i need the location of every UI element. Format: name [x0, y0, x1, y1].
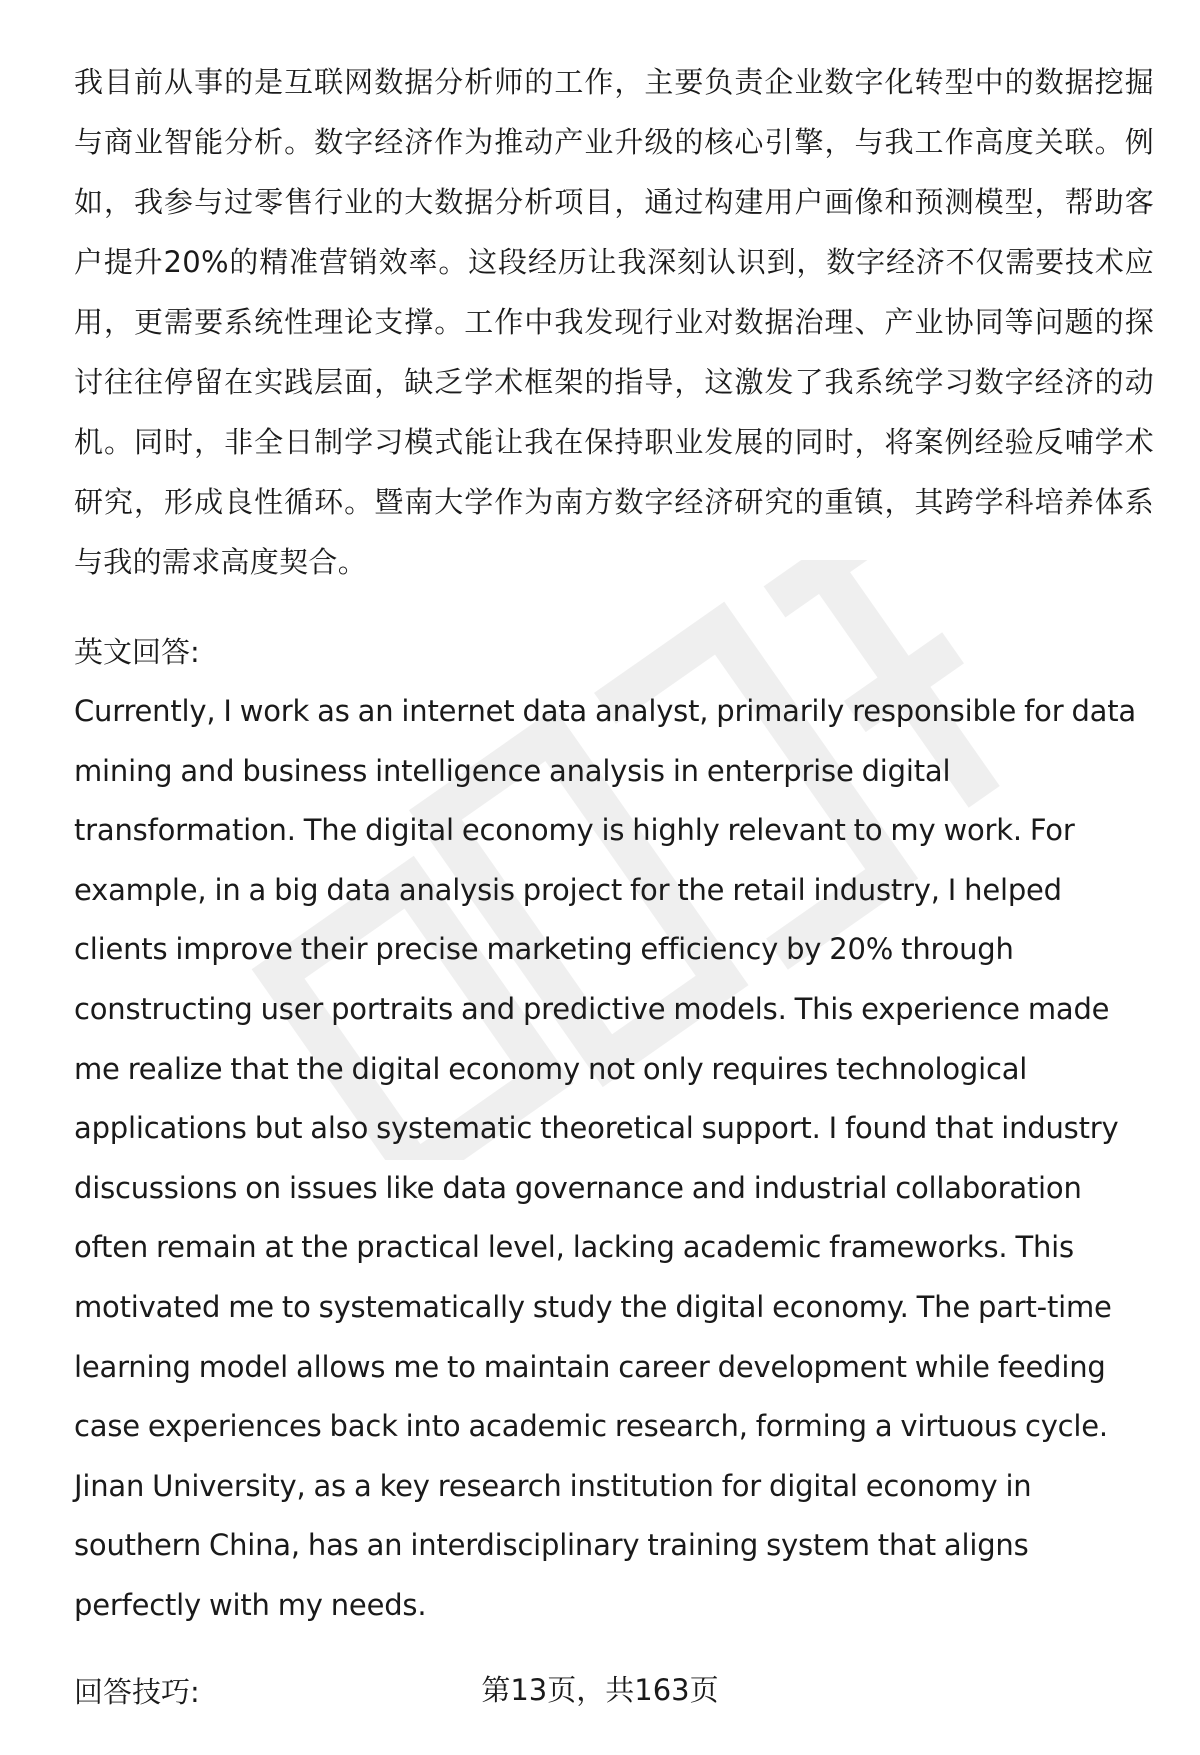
page-number-footer: 第13页，共163页 — [481, 1673, 719, 1707]
main-content — [74, 52, 1154, 1722]
english-answer-paragraph: Currently, I work as an internet data analyst, primarily responsible for data mining and business intelligence analysis in enterprise digital transformation. The digital economy is highly relevant to my work. For example, in a big data analysis project for the retail industry, I helped clients improve their precise marketing efficiency by 20% through constructing user portraits and predictive models. This experience made me realize that the digital economy not only requires technological applications but also systematic theoretical support. I found that industry discussions on issues like data governance and industrial collaboration often remain at the practical level, lacking academic frameworks. This motivated me to systematically study the digital economy. The part-time learning model allows me to maintain career development while feeding case experiences back into academic research, forming a virtuous cycle. Jinan University, as a key research institution for digital economy in southern China, has an interdisciplinary training system that aligns perfectly with my needs. — [74, 694, 1136, 1622]
english-answer-heading: 英文回答: — [74, 635, 200, 669]
chinese-answer-paragraph: 我目前从事的是互联网数据分析师的工作，主要负责企业数字化转型中的数据挖掘与商业智能分析。数字经济作为推动产业升级的核心引擎，与我工作高度关联。例如，我参与过零售行业的大数据分析项目，通过构建用户画像和预测模型，帮助客户提升20%的精准营销效率。这段经历让我深刻认识到，数字经济不仅需要技术应用，更需要系统性理论支撑。工作中我发现行业对数据治理、产业协同等问题的探讨往往停留在实践层面，缺乏学术框架的指导，这激发了我系统学习数字经济的动机。同时，非全日制学习模式能让我在保持职业发展的同时，将案例经验反哺学术研究，形成良性循环。暨南大学作为南方数字经济研究的重镇，其跨学科培养体系与我的需求高度契合。 — [74, 65, 1154, 579]
answer-tips-heading: 回答技巧: — [74, 1674, 200, 1709]
